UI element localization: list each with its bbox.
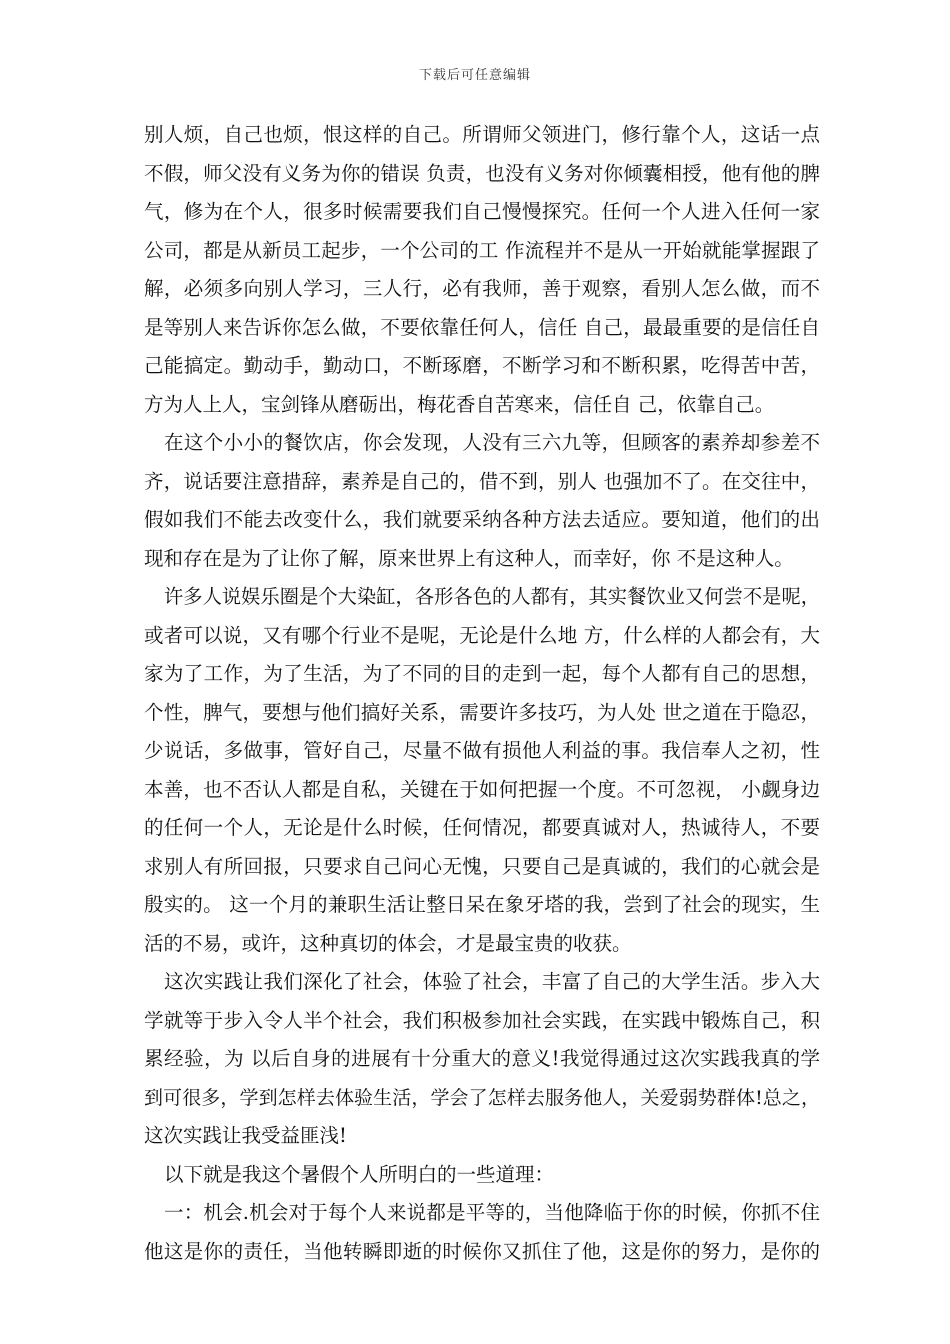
text-line: 假如我们不能去改变什么，我们就要采纳各种方法去适应。要知道，他们的出: [144, 508, 820, 531]
text-line: 这次实践让我们深化了社会，体验了社会，丰富了自己的大学生活。步入大: [164, 970, 820, 993]
text-line: 累经验，为 以后自身的进展有十分重大的意义!我觉得通过这次实践我真的学: [144, 1047, 820, 1070]
text-line: 这次实践让我受益匪浅!: [144, 1124, 347, 1147]
text-line: 活的不易，或许，这种真切的体会，才是最宝贵的收获。: [144, 931, 632, 955]
text-line: 少说话，多做事，管好自己，尽量不做有损他人利益的事。我信奉人之初，性: [144, 739, 820, 762]
text-line: 以下就是我这个暑假个人所明白的一些道理：: [164, 1162, 555, 1186]
text-line: 别人烦，自己也烦，恨这样的自己。所谓师父领进门，修行靠个人，这话一点: [144, 123, 820, 146]
text-line: 解，必须多向别人学习，三人行，必有我师，善于观察，看别人怎么做，而不: [144, 277, 820, 300]
text-line: 本善，也不否认人都是自私，关键在于如何把握一个度。不可忽视， 小觑身边: [144, 777, 820, 801]
text-line: 家为了工作，为了生活，为了不同的目的走到一起，每个人都有自己的思想，: [144, 662, 820, 685]
page-header: 下载后可任意编辑: [418, 68, 531, 83]
text-line: 一：机会.机会对于每个人来说都是平等的，当他降临于你的时候，你抓不住: [164, 1201, 820, 1224]
text-line: 求别人有所回报，只要求自己问心无愧，只要自己是真诚的，我们的心就会是: [144, 854, 820, 878]
text-line: 他这是你的责任，当他转瞬即逝的时候你又抓住了他，这是你的努力，是你的: [144, 1239, 820, 1263]
text-line: 公司，都是从新员工起步，一个公司的工 作流程并不是从一开始就能掌握跟了: [144, 238, 820, 262]
text-line: 现和存在是为了让你了解，原来世界上有这种人，而幸好，你 不是这种人。: [144, 546, 794, 570]
text-line: 是等别人来告诉你怎么做，不要依靠任何人，信任 自己，最最重要的是信任自: [144, 315, 820, 339]
text-line: 个性，脾气，要想与他们搞好关系，需要许多技巧，为人处 世之道在于隐忍，: [144, 700, 820, 724]
text-line: 在这个小小的餐饮店，你会发现，人没有三六九等，但顾客的素养却参差不: [164, 431, 820, 454]
text-line: 齐，说话要注意措辞，素养是自己的，借不到，别人 也强加不了。在交往中，: [144, 469, 820, 493]
text-line: 己能搞定。勤动手，勤动口，不断琢磨，不断学习和不断积累，吃得苦中苦，: [144, 354, 820, 377]
text-line: 不假，师父没有义务为你的错误 负责，也没有义务对你倾囊相授，他有他的脾: [144, 161, 820, 185]
text-line: 殷实的。 这一个月的兼职生活让整日呆在象牙塔的我，尝到了社会的现实，生: [144, 893, 820, 916]
text-line: 气，修为在个人，很多时候需要我们自己慢慢探究。任何一个人进入任何一家: [144, 200, 820, 223]
text-line: 或者可以说，又有哪个行业不是呢，无论是什么地 方，什么样的人都会有，大: [144, 623, 820, 647]
text-line: 学就等于步入令人半个社会，我们积极参加社会实践，在实践中锻炼自己，积: [144, 1008, 820, 1032]
text-line: 到可很多，学到怎样去体验生活，学会了怎样去服务他人，关爱弱势群体!总之，: [144, 1086, 820, 1109]
text-line: 的任何一个人，无论是什么时候，任何情况，都要真诚对人，热诚待人，不要: [144, 816, 820, 839]
text-line: 方为人上人，宝剑锋从磨砺出，梅花香自苦寒来，信任自 己，依靠自己。: [144, 392, 775, 416]
text-line: 许多人说娱乐圈是个大染缸，各形各色的人都有，其实餐饮业又何尝不是呢，: [164, 585, 820, 608]
document-body: [144, 116, 820, 1271]
